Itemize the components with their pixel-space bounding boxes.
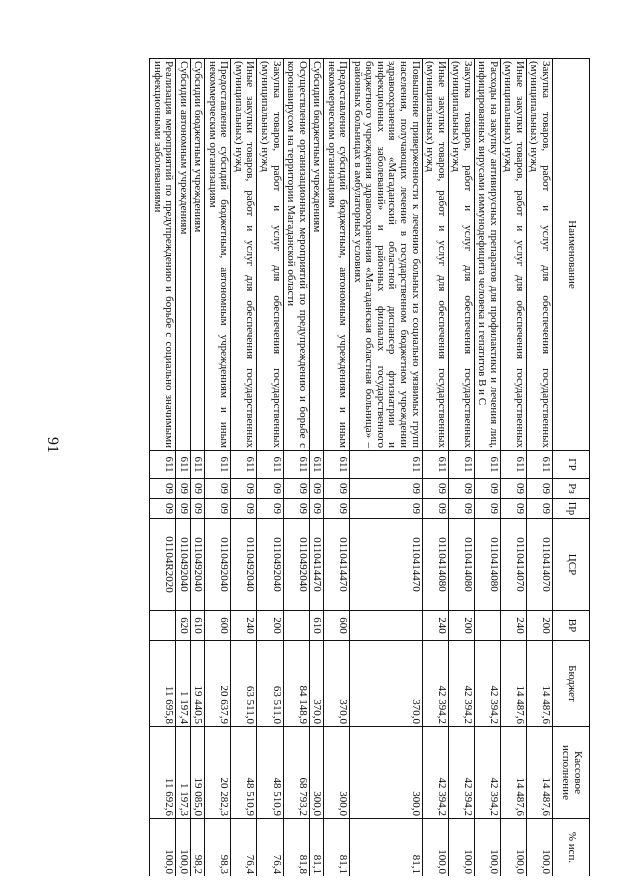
row-cash-execution: 42 394,2 bbox=[422, 727, 448, 819]
row-csr: 0110414070 bbox=[526, 519, 552, 611]
row-rz: 09 bbox=[324, 479, 350, 499]
row-cash-execution: 14 487,6 bbox=[500, 727, 526, 819]
row-pr: 09 bbox=[257, 499, 283, 519]
row-percent: 81,1 bbox=[350, 819, 422, 877]
row-csr: 0110492040 bbox=[205, 519, 231, 611]
row-cash-execution: 48 510,9 bbox=[231, 727, 257, 819]
row-gr: 611 bbox=[500, 451, 526, 479]
row-gr: 611 bbox=[283, 451, 309, 479]
row-gr: 611 bbox=[526, 451, 552, 479]
row-vr: 240 bbox=[231, 611, 257, 641]
row-rz: 09 bbox=[500, 479, 526, 499]
row-cash-execution: 42 394,2 bbox=[474, 727, 500, 819]
row-budget: 370,0 bbox=[309, 641, 324, 727]
row-percent: 100,0 bbox=[526, 819, 552, 877]
table-header-row bbox=[553, 59, 590, 877]
row-cash-execution: 48 510,9 bbox=[257, 727, 283, 819]
table-row bbox=[231, 59, 257, 877]
row-vr bbox=[150, 611, 176, 641]
row-csr: 0110492040 bbox=[231, 519, 257, 611]
row-budget: 42 394,2 bbox=[448, 641, 474, 727]
row-vr bbox=[283, 611, 309, 641]
row-gr: 611 bbox=[150, 451, 176, 479]
row-csr: 0110492040 bbox=[176, 519, 191, 611]
row-csr: 01104R2020 bbox=[150, 519, 176, 611]
row-csr: 0110414080 bbox=[474, 519, 500, 611]
table-row bbox=[500, 59, 526, 877]
table-row bbox=[150, 59, 176, 877]
row-gr: 611 bbox=[474, 451, 500, 479]
row-percent: 100,0 bbox=[422, 819, 448, 877]
header-gr: ГР bbox=[553, 451, 590, 479]
row-pr: 09 bbox=[190, 499, 205, 519]
row-budget: 11 695,8 bbox=[150, 641, 176, 727]
row-cash-execution: 20 282,3 bbox=[205, 727, 231, 819]
row-rz: 09 bbox=[205, 479, 231, 499]
table-row bbox=[283, 59, 309, 877]
header-pr: Пр bbox=[553, 499, 590, 519]
row-budget: 370,0 bbox=[350, 641, 422, 727]
row-gr: 611 bbox=[176, 451, 191, 479]
row-budget: 63 511,0 bbox=[231, 641, 257, 727]
row-pr: 09 bbox=[422, 499, 448, 519]
row-gr: 611 bbox=[205, 451, 231, 479]
row-csr: 0110414080 bbox=[422, 519, 448, 611]
row-vr bbox=[350, 611, 422, 641]
row-percent: 100,0 bbox=[474, 819, 500, 877]
row-csr: 0110492040 bbox=[257, 519, 283, 611]
table-row bbox=[474, 59, 500, 877]
row-percent: 100,0 bbox=[150, 819, 176, 877]
row-cash-execution: 42 394,2 bbox=[448, 727, 474, 819]
row-gr: 611 bbox=[257, 451, 283, 479]
row-pr: 09 bbox=[350, 499, 422, 519]
row-budget: 14 487,6 bbox=[500, 641, 526, 727]
row-name: Закупка товаров, работ и услуг для обеспечения государственных (муниципальных) нужд bbox=[257, 59, 283, 451]
row-cash-execution: 68 793,2 bbox=[283, 727, 309, 819]
table-body bbox=[150, 59, 553, 877]
row-name: Иные закупки товаров, работ и услуг для обеспечения государственных (муниципальных) нужд bbox=[231, 59, 257, 451]
row-pr: 09 bbox=[283, 499, 309, 519]
row-vr bbox=[474, 611, 500, 641]
table-row bbox=[176, 59, 191, 877]
row-gr: 611 bbox=[448, 451, 474, 479]
row-rz: 09 bbox=[231, 479, 257, 499]
row-vr: 620 bbox=[176, 611, 191, 641]
row-percent: 100,0 bbox=[500, 819, 526, 877]
row-csr: 0110492040 bbox=[283, 519, 309, 611]
row-rz: 09 bbox=[526, 479, 552, 499]
row-pr: 09 bbox=[500, 499, 526, 519]
header-rz: Рз bbox=[553, 479, 590, 499]
table-row bbox=[526, 59, 552, 877]
row-percent: 81,1 bbox=[309, 819, 324, 877]
header-cash-execution: Кассовое исполнение bbox=[553, 727, 590, 819]
row-cash-execution: 300,0 bbox=[324, 727, 350, 819]
row-name: Субсидии автономным учреждениям bbox=[176, 59, 191, 451]
header-name: Наименование bbox=[553, 59, 590, 451]
row-pr: 09 bbox=[474, 499, 500, 519]
row-percent: 76,4 bbox=[231, 819, 257, 877]
rotated-table-wrapper bbox=[104, 58, 590, 876]
table-row bbox=[350, 59, 422, 877]
row-pr: 09 bbox=[309, 499, 324, 519]
row-gr: 611 bbox=[190, 451, 205, 479]
row-budget: 19 440,5 bbox=[190, 641, 205, 727]
table-row bbox=[190, 59, 205, 877]
row-budget: 42 394,2 bbox=[474, 641, 500, 727]
row-pr: 09 bbox=[526, 499, 552, 519]
row-pr: 09 bbox=[231, 499, 257, 519]
row-rz: 09 bbox=[257, 479, 283, 499]
row-name: Реализация мероприятий по предупреждению и борьбе с социально значимыми инфекционными заболеваниями bbox=[150, 59, 176, 451]
row-budget: 20 637,9 bbox=[205, 641, 231, 727]
row-name: Осуществление организационных мероприятий по предупреждению и борьбе с коронавирусом на территории Магаданской области bbox=[283, 59, 309, 451]
table-row bbox=[309, 59, 324, 877]
row-name: Иные закупки товаров, работ и услуг для обеспечения государственных (муниципальных) нужд bbox=[422, 59, 448, 451]
row-vr: 610 bbox=[190, 611, 205, 641]
row-gr: 611 bbox=[324, 451, 350, 479]
table-row bbox=[205, 59, 231, 877]
row-percent: 98,2 bbox=[190, 819, 205, 877]
row-gr: 611 bbox=[309, 451, 324, 479]
table-row bbox=[324, 59, 350, 877]
table-row bbox=[422, 59, 448, 877]
row-gr: 611 bbox=[422, 451, 448, 479]
row-rz: 09 bbox=[309, 479, 324, 499]
header-budget: Бюджет bbox=[553, 641, 590, 727]
row-percent: 76,4 bbox=[257, 819, 283, 877]
row-rz: 09 bbox=[350, 479, 422, 499]
row-percent: 100,0 bbox=[176, 819, 191, 877]
header-vr: ВР bbox=[553, 611, 590, 641]
row-cash-execution: 300,0 bbox=[350, 727, 422, 819]
budget-execution-table bbox=[149, 58, 590, 876]
row-csr: 0110414470 bbox=[324, 519, 350, 611]
row-name: Закупка товаров, работ и услуг для обеспечения государственных (муниципальных) нужд bbox=[526, 59, 552, 451]
row-csr: 0110414070 bbox=[500, 519, 526, 611]
row-pr: 09 bbox=[324, 499, 350, 519]
row-percent: 100,0 bbox=[448, 819, 474, 877]
row-name: Субсидии бюджетным учреждениям bbox=[190, 59, 205, 451]
row-budget: 42 394,2 bbox=[422, 641, 448, 727]
header-percent-execution: % исп. bbox=[553, 819, 590, 877]
row-vr: 200 bbox=[526, 611, 552, 641]
row-vr: 200 bbox=[448, 611, 474, 641]
row-percent: 81,8 bbox=[283, 819, 309, 877]
row-cash-execution: 11 692,6 bbox=[150, 727, 176, 819]
row-vr: 610 bbox=[309, 611, 324, 641]
row-percent: 98,3 bbox=[205, 819, 231, 877]
row-cash-execution: 1 197,3 bbox=[176, 727, 191, 819]
row-vr: 240 bbox=[500, 611, 526, 641]
row-name: Предоставление субсидий бюджетным, автономным учреждениям и иным некоммерческим организациям bbox=[324, 59, 350, 451]
row-csr: 0110414470 bbox=[309, 519, 324, 611]
row-rz: 09 bbox=[190, 479, 205, 499]
row-budget: 370,0 bbox=[324, 641, 350, 727]
row-name: Закупка товаров, работ и услуг для обеспечения государственных (муниципальных) нужд bbox=[448, 59, 474, 451]
row-vr: 600 bbox=[324, 611, 350, 641]
row-cash-execution: 14 487,6 bbox=[526, 727, 552, 819]
row-vr: 240 bbox=[422, 611, 448, 641]
row-gr: 611 bbox=[350, 451, 422, 479]
row-budget: 1 197,4 bbox=[176, 641, 191, 727]
row-vr: 600 bbox=[205, 611, 231, 641]
row-gr: 611 bbox=[231, 451, 257, 479]
row-rz: 09 bbox=[150, 479, 176, 499]
row-vr: 200 bbox=[257, 611, 283, 641]
row-name: Предоставление субсидий бюджетным, автономным учреждениям и иным некоммерческим организациям bbox=[205, 59, 231, 451]
row-budget: 63 511,0 bbox=[257, 641, 283, 727]
row-cash-execution: 19 085,0 bbox=[190, 727, 205, 819]
row-csr: 0110414080 bbox=[448, 519, 474, 611]
page-number: 91 bbox=[44, 437, 61, 453]
row-pr: 09 bbox=[176, 499, 191, 519]
row-budget: 84 148,9 bbox=[283, 641, 309, 727]
row-rz: 09 bbox=[474, 479, 500, 499]
table-rotation-frame bbox=[104, 58, 590, 876]
row-rz: 09 bbox=[176, 479, 191, 499]
row-budget: 14 487,6 bbox=[526, 641, 552, 727]
row-name: Расходы на закупку антивирусных препаратов для профилактики и лечения лиц, инфицированных вирусами иммунодефицита человека и гепатитов В и С bbox=[474, 59, 500, 451]
row-rz: 09 bbox=[448, 479, 474, 499]
row-name: Иные закупки товаров, работ и услуг для обеспечения государственных (муниципальных) нужд bbox=[500, 59, 526, 451]
table-row bbox=[448, 59, 474, 877]
row-name: Субсидии бюджетным учреждениям bbox=[309, 59, 324, 451]
row-cash-execution: 300,0 bbox=[309, 727, 324, 819]
row-rz: 09 bbox=[283, 479, 309, 499]
row-csr: 0110492040 bbox=[190, 519, 205, 611]
header-csr: ЦСР bbox=[553, 519, 590, 611]
row-csr: 0110414470 bbox=[350, 519, 422, 611]
row-pr: 09 bbox=[205, 499, 231, 519]
table-row bbox=[257, 59, 283, 877]
row-pr: 09 bbox=[448, 499, 474, 519]
row-rz: 09 bbox=[422, 479, 448, 499]
row-name: Повышение приверженности к лечению больных из социально уязвимых групп населения, получающих лечение в государственном бюджетном учреждении здравоохранения «Магаданский областной диспансер фтизиатрии и инфекционных заболеваний» и районных филиалах государственного бюджетного учреждения здравоохранения «Магаданская областная больница» – районных больницах в амбулаторных условиях bbox=[350, 59, 422, 451]
row-percent: 81,1 bbox=[324, 819, 350, 877]
row-pr: 09 bbox=[150, 499, 176, 519]
